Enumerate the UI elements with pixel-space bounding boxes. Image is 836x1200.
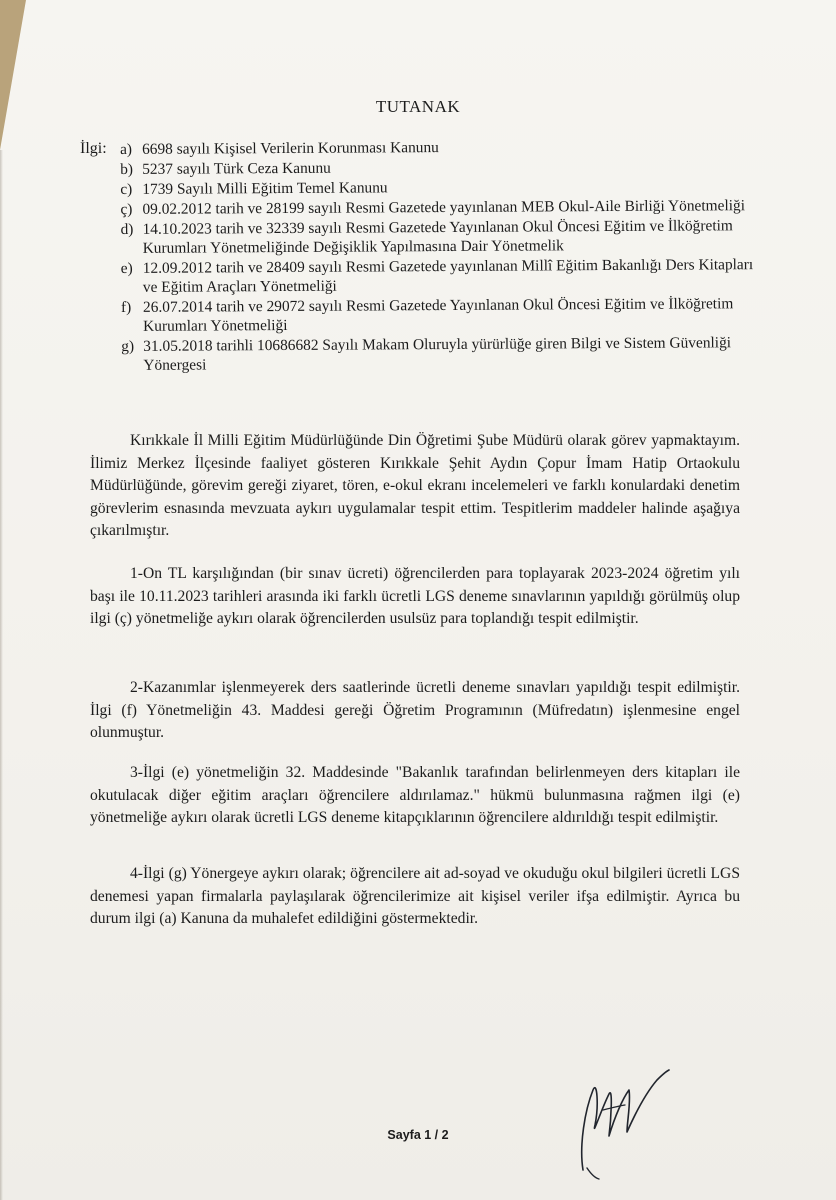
reference-item [121, 333, 761, 375]
reference-letter: g) [121, 337, 135, 355]
reference-text: 09.02.2012 tarih ve 28199 sayılı Resmi Gazetede yayınlanan MEB Okul-Aile Birliği Yönetmeliği [142, 197, 746, 218]
reference-text: 26.07.2014 tarih ve 29072 sayılı Resmi Gazetede Yayınlanan Okul Öncesi Eğitim ve İlköğretim Kurumları Yönetmeliği [142, 295, 734, 335]
reference-letter: f) [120, 298, 132, 316]
reference-letter: e) [120, 259, 133, 277]
reference-text: 12.09.2012 tarih ve 28409 sayılı Resmi Gazetede yayınlanan Millî Eğitim Bakanlığı Ders Kitapları ve Eğitim Araçları Yönetmeliği [142, 256, 754, 296]
reference-text: 6698 sayılı Kişisel Verilerin Korunması Kanunu [142, 139, 439, 158]
reference-letter: c) [120, 180, 133, 198]
reference-letter: ç) [120, 200, 133, 218]
reference-item [121, 255, 761, 297]
finding-paragraph: 3-İlgi (e) yönetmeliğin 32. Maddesinde "Bakanlık tarafından belirlenmeyen ders kitapları ile okutulacak diğer eğitim araçları öğrencilere aldırılamaz." hükmü bulunmasına rağmen ilgi (e) yönetmeliğe aykırı olarak ücretli LGS deneme kitapçıklarının öğrencilere aldırıldığı tespit edilmiştir. [90, 764, 740, 826]
reference-letter: a) [120, 140, 133, 158]
reference-item [120, 136, 760, 159]
reference-item [120, 216, 760, 258]
reference-item [120, 156, 760, 179]
finding-paragraph: 4-İlgi (g) Yönergeye aykırı olarak; öğrencilere ait ad-soyad ve okuduğu okul bilgileri ücretli LGS denemesi yapan firmalarla paylaşılarak öğrencilerimize ait kişisel veriler ifşa edilmiştir. Ayrıca bu durum ilgi (a) Kanuna da muhalefet edildiğini göstermektedir. [90, 865, 740, 927]
reference-list [120, 136, 761, 376]
handwritten-signature [565, 1050, 685, 1180]
finding-paragraph: 2-Kazanımlar işlenmeyerek ders saatlerinde ücretli deneme sınavları yapıldığı tespit edilmiştir. İlgi (f) Yönetmeliğin 43. Maddesi gereği Öğretim Programının (Müfredatın) işlenmesine engel olunmuştur. [90, 679, 740, 741]
document-title: TUTANAK [375, 97, 461, 116]
reference-letter: b) [120, 160, 134, 178]
finding-paragraph: 1-On TL karşılığından (bir sınav ücreti) öğrencilerden para toplayarak 2023-2024 öğretim yılı başı ile 10.11.2023 tarihleri arasında iki farklı ücretli LGS deneme sınavlarının yapıldığı görülmüş olup ilgi (ç) yönetmeliğe aykırı olarak öğrencilerden usulsüz para toplandığı tespit edilmiştir. [90, 565, 740, 627]
reference-text: 14.10.2023 tarih ve 32339 sayılı Resmi Gazetede Yayınlanan Okul Öncesi Eğitim ve İlköğretim Kurumları Yönetmeliğinde Değişiklik Yapılmasına Dair Yönetmelik [142, 217, 733, 257]
reference-item [120, 176, 760, 199]
page-edge-shadow [0, 0, 26, 150]
reference-text: 31.05.2018 tarihli 10686682 Sayılı Makam Oluruyla yürürlüğe giren Bilgi ve Sistem Güvenliği Yönergesi [143, 334, 732, 374]
reference-item [120, 196, 760, 219]
reference-text: 1739 Sayılı Milli Eğitim Temel Kanunu [142, 179, 388, 198]
reference-letter: d) [120, 220, 134, 238]
intro-paragraph: Kırıkkale İl Milli Eğitim Müdürlüğünde Din Öğretimi Şube Müdürü olarak görev yapmaktayım. İlimiz Merkez İlçesinde faaliyet gösteren Kırıkkale Şehit Aydın Çopur İmam Hatip Ortaokulu Müdürlüğünde, görevim gereği ziyaret, tören, e-okul ekranı incelemeleri ve farklı konulardaki denetim görevlerim esnasında mevzuata aykırı uygulamalar tespit ettim. Tespitlerim maddeler halinde aşağıya çıkarılmıştır. [90, 432, 740, 539]
page-edge-gradient [0, 150, 3, 1200]
reference-text: 5237 sayılı Türk Ceza Kanunu [142, 159, 331, 178]
reference-item [121, 294, 761, 336]
page-number: Sayfa 1 / 2 [387, 1128, 449, 1142]
ilgi-label: İlgi: [80, 140, 107, 157]
